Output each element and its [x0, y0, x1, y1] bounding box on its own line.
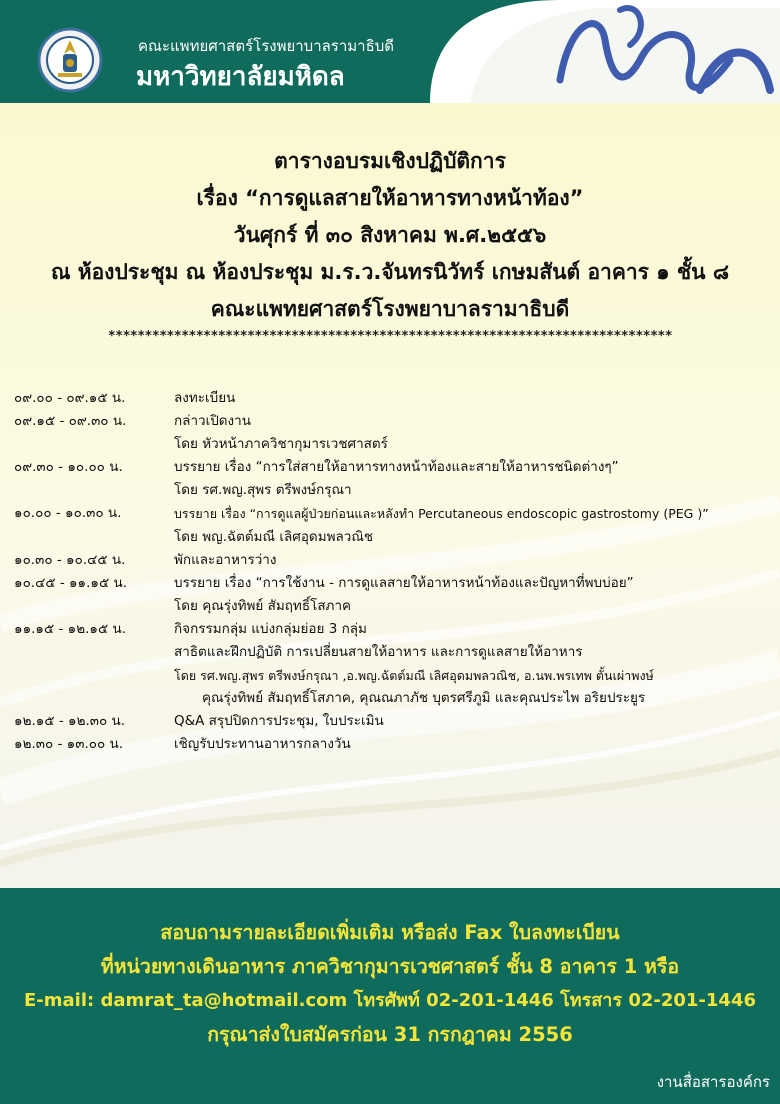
schedule-desc: ลงทะเบียน: [174, 390, 236, 406]
schedule-row: [14, 526, 774, 549]
schedule-desc: โดย รศ.พญ.สุพร ตรีพงษ์กรุณา ,อ.พญ.ฉัตต์มณี เลิศอุดมพลวณิช, อ.นพ.พรเทพ ตั้นเผ่าพงษ์: [174, 668, 654, 684]
main-content: [0, 103, 780, 888]
contact-line: ที่หน่วยทางเดินอาหาร ภาควิชากุมารเวชศาสตร์ ชั้น 8 อาคาร 1 หรือ: [100, 955, 680, 978]
schedule-desc: โดย คุณรุ่งทิพย์ สัมฤทธิ์โสภาค: [174, 597, 352, 614]
schedule-desc: โดย รศ.พญ.สุพร ตรีพงษ์กรุณา: [174, 482, 352, 499]
schedule-time: [14, 664, 174, 687]
schedule-time: ๑๐.๓๐ - ๑๐.๔๕ น.: [14, 551, 126, 568]
schedule-time: [14, 526, 174, 549]
schedule-time: [14, 433, 174, 456]
schedule-row: [14, 618, 774, 641]
schedule-desc: บรรยาย เรื่อง “การใช้งาน - การดูแลสายให้อาหารหน้าท้องและปัญหาที่พบบ่อย”: [174, 574, 634, 591]
schedule-time: [14, 595, 174, 618]
title-line: คณะแพทยศาสตร์โรงพยาบาลรามาธิบดี: [210, 297, 570, 321]
schedule-desc: โดย พญ.ฉัตต์มณี เลิศอุดมพลวณิช: [174, 528, 374, 545]
schedule-row: [14, 502, 774, 525]
schedule-time: [14, 479, 174, 502]
schedule-row: [14, 733, 774, 756]
schedule-desc: บรรยาย เรื่อง “การดูแลผู้ป่วยก่อนและหลังทำ Percutaneous endoscopic gastrostomy (PEG )”: [174, 506, 709, 522]
schedule-row: [14, 433, 774, 456]
schedule-time: ๐๙.๑๕ - ๐๙.๓๐ น.: [14, 413, 127, 430]
university-name: มหาวิทยาลัยมหิดล: [136, 62, 345, 92]
schedule-desc: คุณรุ่งทิพย์ สัมฤทธิ์โสภาค, คุณณภาภัช บุตรศรีภูมิ และคุณประไพ อริยประยูร: [202, 690, 646, 707]
schedule-time: ๐๙.๐๐ - ๐๙.๑๕ น.: [14, 390, 126, 406]
schedule-row: [14, 664, 774, 687]
schedule-time: ๐๙.๓๐ - ๑๐.๐๐ น.: [14, 459, 123, 476]
schedule-desc: พักและอาหารว่าง: [174, 551, 277, 568]
schedule-row: [14, 595, 774, 618]
schedule-time: [14, 687, 174, 710]
schedule-row: [14, 572, 774, 595]
schedule-desc: โดย หัวหน้าภาควิชากุมารเวชศาสตร์: [174, 436, 388, 453]
schedule-row: [14, 710, 774, 733]
title-line: วันศุกร์ ที่ ๓๐ สิงหาคม พ.ศ.๒๕๕๖: [233, 223, 547, 247]
header-banner: [0, 0, 780, 103]
schedule-row: [14, 387, 774, 410]
schedule-time: ๑๑.๑๕ - ๑๒.๑๕ น.: [14, 620, 127, 637]
contact-line: สอบถามรายละเอียดเพิ่มเติม หรือส่ง Fax ใบลงทะเบียน: [160, 921, 620, 944]
faculty-name: คณะแพทยศาสตร์โรงพยาบาลรามาธิบดี: [138, 37, 395, 55]
star-separator: *****************************************************************************: [107, 329, 673, 344]
contact-info: [0, 916, 780, 1052]
schedule-time: ๑๐.๐๐ - ๑๐.๓๐ น.: [14, 505, 122, 522]
schedule-row: [14, 479, 774, 502]
schedule-desc: กิจกรรมกลุ่ม แบ่งกลุ่มย่อย 3 กลุ่ม: [174, 620, 367, 637]
contact-email-phone: E-mail: damrat_ta@hotmail.com โทรศัพท์ 02-201-1446 โทรสาร 02-201-1446: [23, 990, 756, 1011]
schedule-desc: กล่าวเปิดงาน: [174, 413, 251, 430]
schedule-desc: เชิญรับประทานอาหารกลางวัน: [174, 736, 351, 753]
schedule-time: ๑๒.๑๕ - ๑๒.๓๐ น.: [14, 713, 126, 730]
department-credit: งานสื่อสารองค์กร: [656, 1073, 770, 1091]
title-line: ณ ห้องประชุม ณ ห้องประชุม ม.ร.ว.จันทรนิวัทร์ เกษมสันต์ อาคาร ๑ ชั้น ๘: [50, 260, 730, 284]
title-line: ตารางอบรมเชิงปฏิบัติการ: [274, 149, 506, 173]
schedule-row: [14, 687, 774, 710]
schedule-time: ๑๐.๔๕ - ๑๑.๑๕ น.: [14, 574, 128, 591]
footer-banner: [0, 888, 780, 1104]
schedule-time: [14, 641, 174, 664]
title-line: เรื่อง “การดูแลสายให้อาหารทางหน้าท้อง”: [196, 186, 584, 210]
title-block: [0, 143, 780, 328]
schedule-list: [14, 387, 774, 757]
schedule-row: [14, 641, 774, 664]
schedule-desc: สาธิตและฝึกปฏิบัติ การเปลี่ยนสายให้อาหาร และการดูแลสายให้อาหาร: [174, 644, 583, 661]
contact-deadline: กรุณาส่งใบสมัครก่อน 31 กรกฎาคม 2556: [207, 1023, 573, 1046]
schedule-desc: Q&A สรุปปิดการประชุม, ใบประเมิน: [174, 713, 384, 730]
schedule-row: [14, 456, 774, 479]
schedule-row: [14, 549, 774, 572]
schedule-desc: บรรยาย เรื่อง “การใส่สายให้อาหารทางหน้าท้องและสายให้อาหารชนิดต่างๆ”: [174, 459, 619, 476]
mahidol-seal-logo: [30, 26, 110, 94]
schedule-row: [14, 410, 774, 433]
schedule-time: ๑๒.๓๐ - ๑๓.๐๐ น.: [14, 736, 124, 753]
